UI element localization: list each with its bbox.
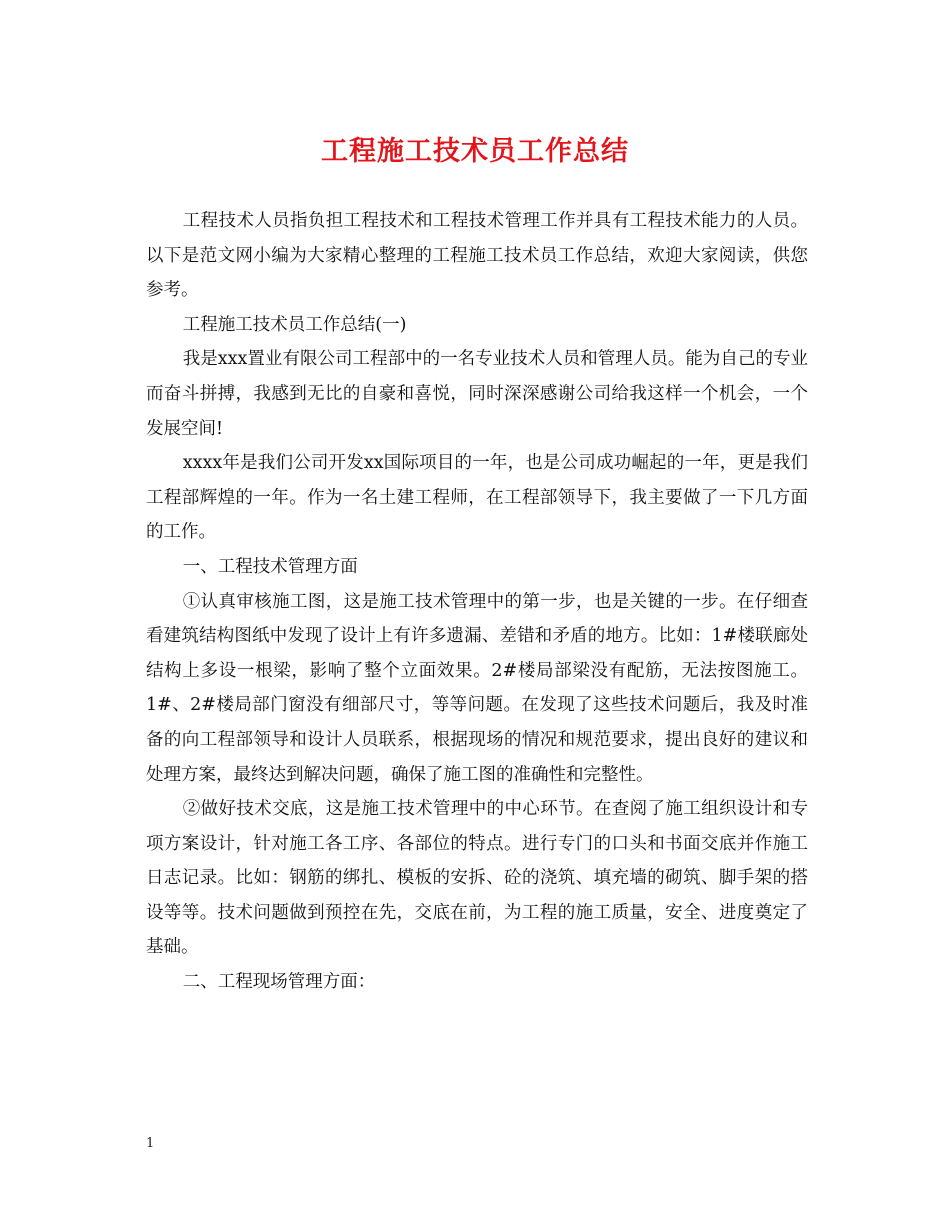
paragraph-subheading: 二、工程现场管理方面： [182,972,376,993]
paragraph-section-heading: 工程施工技术员工作总结(一) [182,314,407,335]
page-number: 1 [146,1136,155,1151]
paragraph: ①认真审核施工图，这是施工技术管理中的第一步，也是关键的一步。在仔细查看建筑结构图纸中发现了设计上有许多遗漏、差错和矛盾的地方。比如：1#楼联廊处结构上多设一根梁，影响了整个立面效果。2#楼局部梁没有配筋，无法按图施工。1#、2#楼局部门窗没有细部尺寸，等等问题。在发现了这些技术问题后，我及时准备的向工程部领导和设计人员联系，根据现场的情况和规范要求，提出良好的建议和处理方案，最终达到解决问题，确保了施工图的准确性和完整性。 [146,591,808,785]
document-body [146,204,808,1000]
paragraph: ②做好技术交底，这是施工技术管理中的中心环节。在查阅了施工组织设计和专项方案设计，针对施工各工序、各部位的特点。进行专门的口头和书面交底并作施工日志记录。比如：钢筋的绑扎、模板的安拆、砼的浇筑、填充墙的砌筑、脚手架的搭设等等。技术问题做到预控在先，交底在前，为工程的施工质量，安全、进度奠定了基础。 [146,799,808,958]
document-title: 工程施工技术员工作总结 [321,136,629,167]
paragraph-intro: 工程技术人员指负担工程技术和工程技术管理工作并具有工程技术能力的人员。以下是范文网小编为大家精心整理的工程施工技术员工作总结，欢迎大家阅读，供您参考。 [146,211,808,301]
paragraph: xxxx年是我们公司开发xx国际项目的一年，也是公司成功崛起的一年，更是我们工程部辉煌的一年。作为一名土建工程师，在工程部领导下，我主要做了一下几方面的工作。 [146,453,808,543]
paragraph: 我是xxx置业有限公司工程部中的一名专业技术人员和管理人员。能为自己的专业而奋斗拼搏，我感到无比的自豪和喜悦，同时深深感谢公司给我这样一个机会，一个发展空间! [146,349,808,439]
paragraph-subheading: 一、工程技术管理方面 [182,556,358,577]
